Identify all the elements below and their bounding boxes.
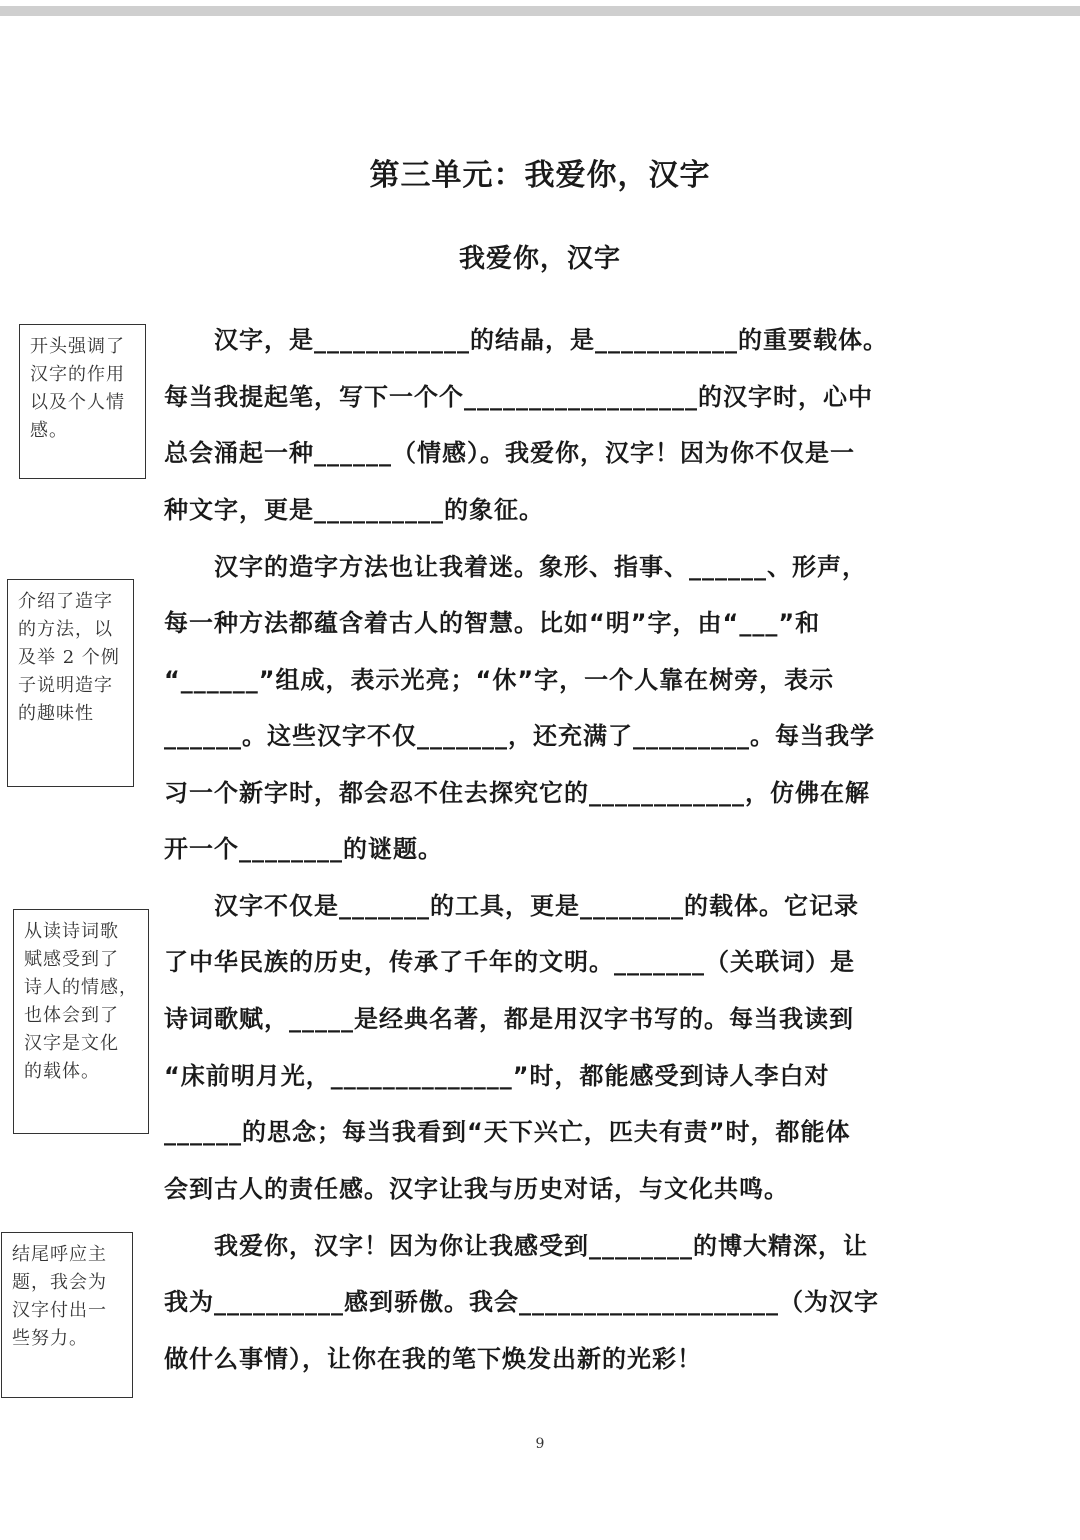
- margin-note-poetry: 从读诗词歌 赋感受到了 诗人的情感， 也体会到了 汉字是文化 的载体。: [13, 909, 149, 1134]
- margin-note-conclusion: 结尾呼应主 题，我会为 汉字付出一 些努力。: [1, 1232, 133, 1398]
- margin-note-character-formation: 介绍了造字 的方法，以 及举 2 个例 子说明造字 的趣味性: [7, 579, 134, 787]
- unit-title: 第三单元：我爱你，汉字: [369, 158, 711, 193]
- paragraph-4-line-3: 做什么事情），让你在我的笔下焕发出新的光彩！: [164, 1345, 702, 1373]
- paragraph-3-line-1: 汉字不仅是_______的工具，更是________的载体。它记录: [214, 892, 859, 920]
- paragraph-2-line-2: 每一种方法都蕴含着古人的智慧。比如“明”字，由“___”和: [164, 609, 821, 637]
- paragraph-3-line-3: 诗词歌赋，_____是经典名著，都是用汉字书写的。每当我读到: [164, 1005, 854, 1033]
- paragraph-1-line-2: 每当我提起笔，写下一个个__________________的汉字时，心中: [164, 383, 873, 411]
- paragraph-1-line-1: 汉字，是____________的结晶，是___________的重要载体。: [214, 326, 888, 354]
- paragraph-4-line-1: 我爱你，汉字！因为你让我感受到________的博大精深，让: [214, 1232, 868, 1260]
- paragraph-2-line-3: “______”组成，表示光亮；“休”字，一个人靠在树旁，表示: [164, 666, 835, 694]
- essay-title: 我爱你，汉字: [458, 244, 621, 274]
- paragraph-3-line-6: 会到古人的责任感。汉字让我与历史对话，与文化共鸣。: [164, 1175, 789, 1203]
- paragraph-3-line-2: 了中华民族的历史，传承了千年的文明。_______（关联词）是: [164, 948, 855, 976]
- paragraph-2-line-1: 汉字的造字方法也让我着迷。象形、指事、______、形声，: [214, 553, 867, 581]
- page-number: 9: [535, 1436, 545, 1452]
- paragraph-1-line-4: 种文字，更是__________的象征。: [164, 496, 544, 524]
- paragraph-3-line-5: ______的思念；每当我看到“天下兴亡，匹夫有责”时，都能体: [164, 1118, 851, 1146]
- paragraph-2-line-5: 习一个新字时，都会忍不住去探究它的____________，仿佛在解: [164, 779, 870, 807]
- margin-note-opening: 开头强调了 汉字的作用 以及个人情 感。: [19, 324, 146, 479]
- paragraph-3-line-4: “床前明月光，______________”时，都能感受到诗人李白对: [164, 1062, 830, 1090]
- paragraph-2-line-4: ______。这些汉字不仅_______，还充满了_________。每当我学: [164, 722, 875, 750]
- paragraph-1-line-3: 总会涌起一种______（情感）。我爱你，汉字！因为你不仅是一: [164, 439, 855, 467]
- top-border-bar: [0, 6, 1080, 16]
- paragraph-2-line-6: 开一个________的谜题。: [164, 835, 443, 863]
- paragraph-4-line-2: 我为__________感到骄傲。我会____________________（为汉字: [164, 1288, 879, 1316]
